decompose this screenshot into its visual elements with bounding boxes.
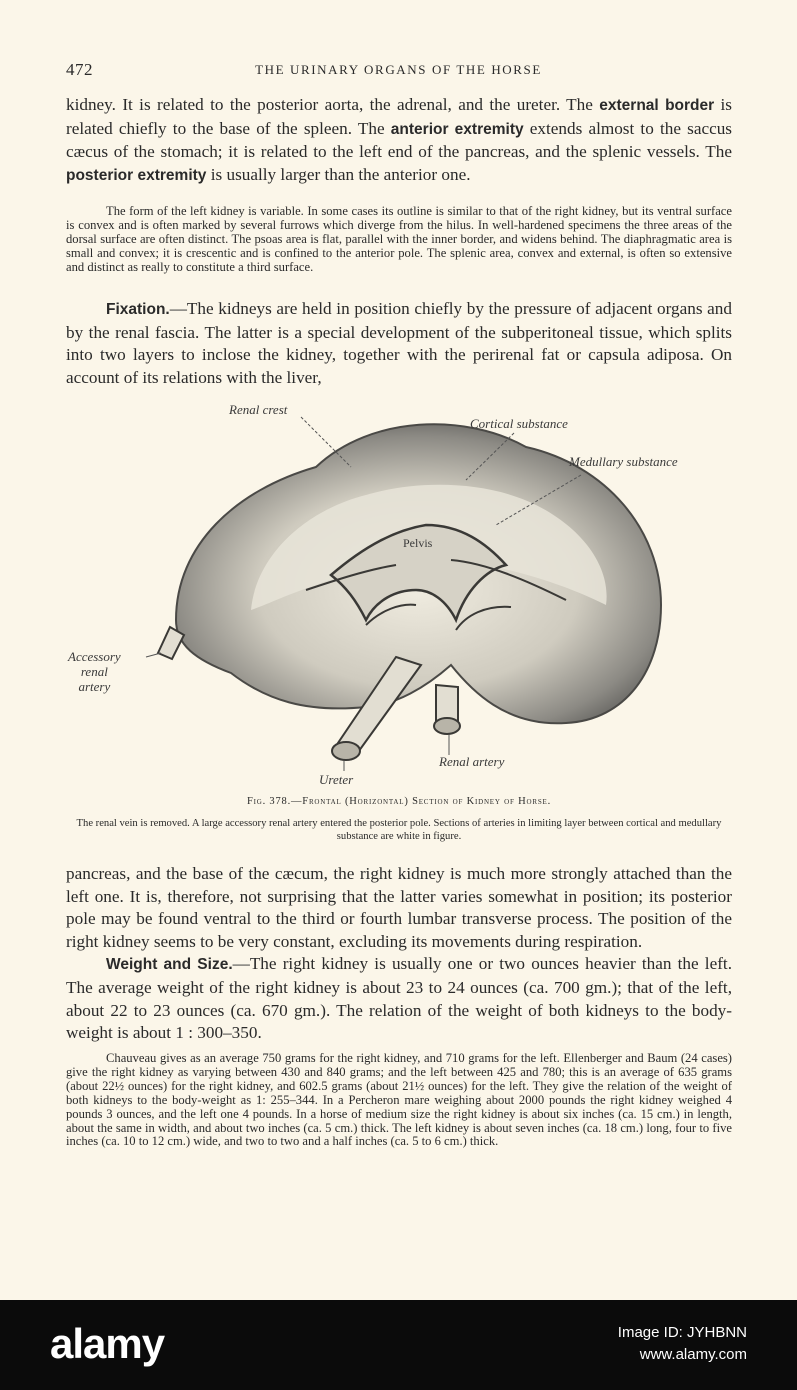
paragraph-left-kidney-form: The form of the left kidney is variable. In some cases its outline is similar to that of the right kidney, but its ventral surface is convex and is often marked by several furrows which diverge from the hilus. In well-hardened specimens the three areas of the dorsal surface are often distinct. The psoas area is flat, parallel with the inner border, and widens behind. The diaphragmatic area is small and convex; it is crescentic and is confined to the anterior pole. The splenic area, convex and external, is often so extensive and distinct as really to constitute a third surface. <box>66 204 732 274</box>
kidney-section-figure <box>66 395 732 795</box>
renal-artery-opening <box>434 718 460 734</box>
watermark-image-id: Image ID: JYHBNN www.alamy.com <box>617 1324 747 1363</box>
paragraph-right-kidney-attachment: pancreas, and the base of the cæcum, the right kidney is much more strongly attached than the left one. It is, therefore, not surprising that the latter varies somewhat in position; its posterior pole may be found ventral to the third or fourth lumbar transverse process. The position of the right kidney seems to be very constant, excluding its movements during respiration. Weight and Size.—The right kidney is usually one or two ounces heavier than the left. The average weight of the right kidney is about 23 to 24 ounces (ca. 700 gm.); that of the left, about 22 to 23 ounces (ca. 670 gm.). The relation of the weight of both kidneys to the body-weight is about 1 : 300–350. <box>66 863 732 1045</box>
label-renal-artery: Renal artery <box>439 754 505 769</box>
running-head: THE URINARY ORGANS OF THE HORSE <box>255 62 542 77</box>
accessory-artery-tube <box>158 627 184 659</box>
term-posterior-extremity: posterior extremity <box>66 166 207 184</box>
paragraph-kidney-relations: kidney. It is related to the posterior aorta, the adrenal, and the ureter. The external border is related chiefly to the base of the spleen. The anterior extremity extends almost to the saccus cæcus of the stomach; it is related to the left end of the pancreas, and the splenic vessels. The posterior extremity is usually larger than the anterior one. <box>66 95 732 184</box>
watermark-brand-logo: alamy <box>50 1320 165 1367</box>
label-renal-crest: Renal crest <box>229 402 288 417</box>
label-medullary-substance: Medullary substance <box>569 454 678 469</box>
label-cortical-substance: Cortical substance <box>470 416 568 431</box>
paragraph-fixation: Fixation.—The kidneys are held in position chiefly by the pressure of adjacent organs and by the renal fascia. The latter is a special development of the subperitoneal tissue, which splits into two layers to inclose the kidney, together with the perirenal fat or capsula adiposa. On account of its relations with the liver, <box>66 299 732 387</box>
paragraph-weight-details: Chauveau gives as an average 750 grams for the right kidney, and 710 grams for the left. Ellenberger and Baum (24 cases) give the right kidney as varying between 430 and 840 grams; and the left between 425 and 780; this is an average of 635 grams (about 22½ ounces) for the right kidney, and 602.5 grams (about 21½ ounces) for the left. They give the relation of the weight of both kidneys to the body-weight as 1: 255–344. In a Percheron mare weighing about 2000 pounds the right kidney weighed 4 pounds 3 ounces, and the left one 4 pounds. In a horse of medium size the right kidney is about six inches (ca. 15 cm.) in length, about the same in width, and about two inches (ca. 5 cm.) thick. The left kidney is about seven inches (ca. 18 cm.) long, four to five inches (ca. 10 to 12 cm.) wide, and two to two and a half inches (ca. 5 to 6 cm.) thick. <box>66 1051 732 1149</box>
figure-title: Fig. 378.—Frontal (Horizontal) Section of Kidney of Horse. <box>246 796 552 807</box>
page-header <box>66 60 731 80</box>
ureter-opening <box>332 742 360 760</box>
label-pelvis: Pelvis <box>403 536 433 550</box>
heading-weight-size: Weight and Size. <box>106 956 233 974</box>
figure-caption: The renal vein is removed. A large accessory renal artery entered the posterior pole. Sections of arteries in limiting layer between cortical and medullary substance are white in figure. <box>76 818 722 843</box>
label-accessory-renal-artery: Accessory renal artery <box>68 649 121 694</box>
leader-accessory <box>146 653 161 657</box>
term-anterior-extremity: anterior extremity <box>390 120 524 138</box>
term-external-border: external border <box>599 97 715 114</box>
label-ureter: Ureter <box>319 772 354 787</box>
paragraph-weight-size: Weight and Size.—The right kidney is usually one or two ounces heavier than the left. The average weight of the right kidney is about 23 to 24 ounces (ca. 700 gm.); that of the left, about 22 to 23 ounces (ca. 670 gm.). The relation of the weight of both kidneys to the body-weight is about 1 : 300–350. <box>66 954 732 1043</box>
heading-fixation: Fixation. <box>106 301 170 318</box>
page-number: 472 <box>66 60 93 79</box>
watermark-band <box>0 1300 797 1390</box>
